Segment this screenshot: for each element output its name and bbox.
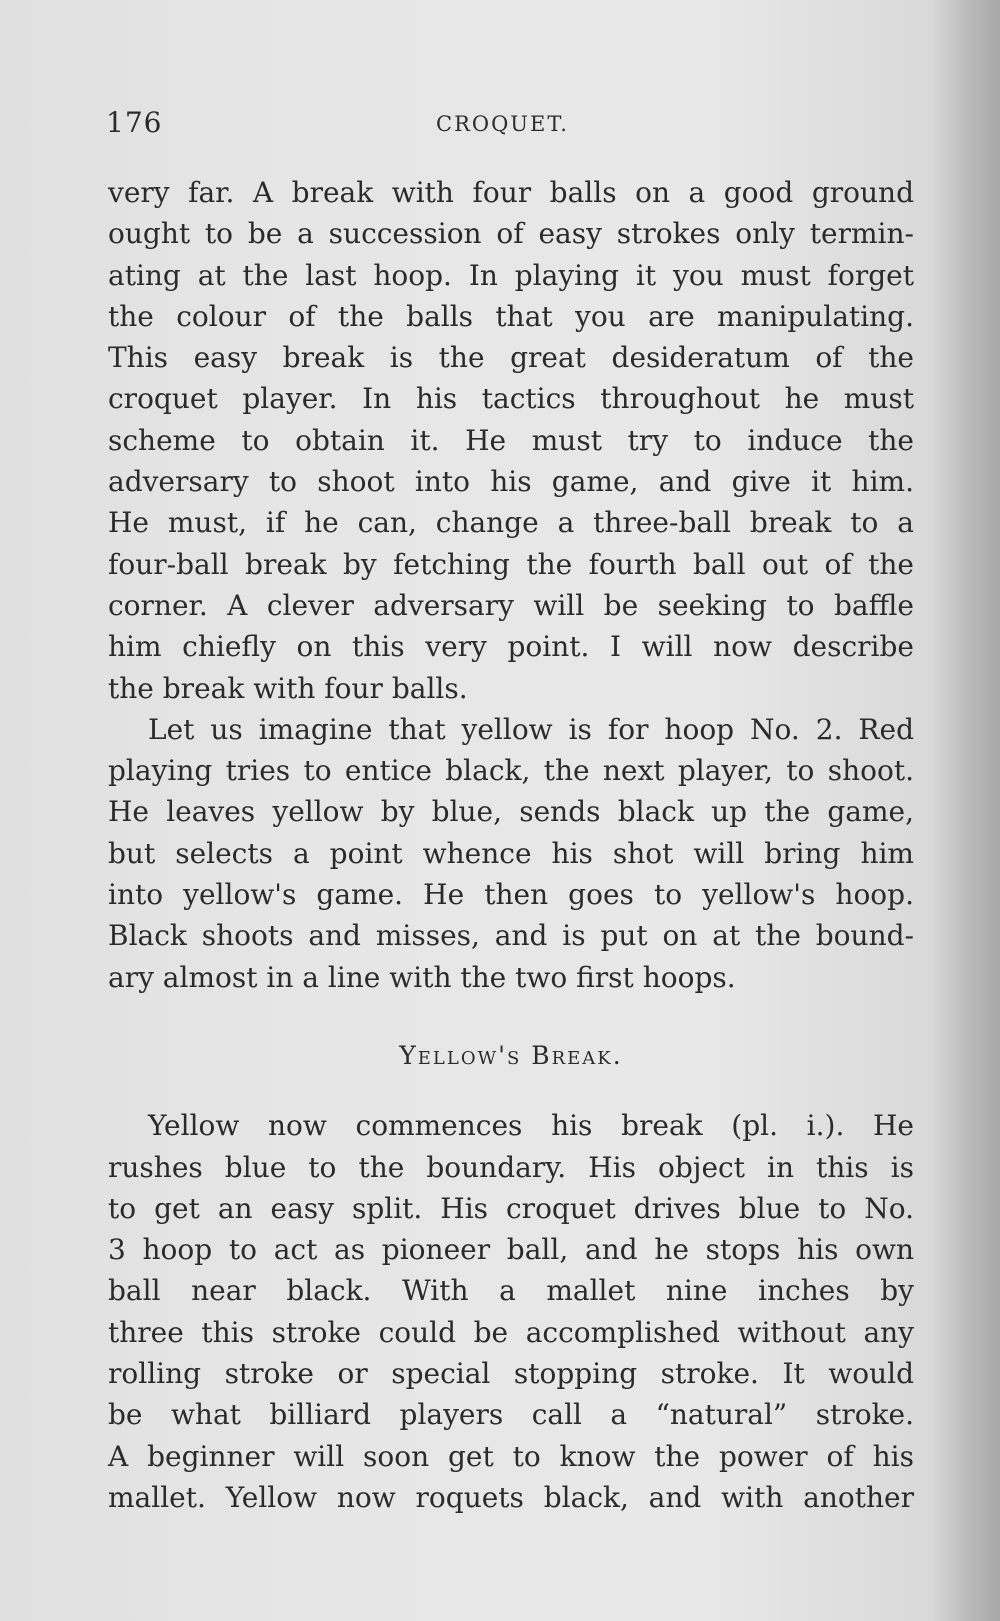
text-line: He must, if he can, change a three-ball break to a: [108, 506, 914, 540]
text-line: Let us imagine that yellow is for hoop No. 2. Red: [148, 712, 914, 746]
paragraph: [108, 172, 914, 709]
text-line: ought to be a succession of easy strokes only termin-: [108, 217, 914, 251]
text-line: Black shoots and misses, and is put on at the bound-: [108, 919, 914, 953]
running-head: CROQUET.: [436, 112, 569, 136]
text-line: croquet player. In his tactics throughout he must: [108, 382, 914, 416]
text-line: ary almost in a line with the two first hoops.: [108, 960, 736, 994]
text-line: into yellow's game. He then goes to yellow's hoop.: [108, 878, 914, 912]
text-line: Yellow now commences his break (pl. i.). He: [148, 1109, 914, 1143]
text-line: be what billiard players call a “natural” stroke.: [108, 1398, 914, 1432]
body-text: [108, 172, 914, 1518]
section-heading: Yellow's Break.: [399, 1040, 623, 1070]
text-line: mallet. Yellow now roquets black, and with another: [108, 1480, 914, 1514]
text-line: playing tries to entice black, the next player, to shoot.: [108, 754, 914, 788]
text-line: scheme to obtain it. He must try to induce the: [108, 423, 914, 457]
text-line: him chiefly on this very point. I will now describe: [108, 630, 914, 664]
text-line: ball near black. With a mallet nine inches by: [108, 1274, 914, 1308]
text-line: very far. A break with four balls on a good ground: [108, 176, 914, 209]
page-header: [106, 106, 906, 146]
text-line: to get an easy split. His croquet drives blue to No.: [108, 1191, 914, 1225]
text-line: A beginner will soon get to know the power of his: [108, 1439, 914, 1473]
text-line: He leaves yellow by blue, sends black up the game,: [108, 795, 914, 829]
text-line: three this stroke could be accomplished without any: [108, 1315, 914, 1349]
paragraph: [108, 709, 914, 998]
text-line: This easy break is the great desideratum of the: [108, 341, 914, 375]
text-line: adversary to shoot into his game, and give it him.: [108, 465, 914, 499]
text-line: but selects a point whence his shot will bring him: [108, 836, 914, 870]
text-line: 3 hoop to act as pioneer ball, and he stops his own: [108, 1233, 914, 1267]
page-number: 176: [106, 106, 163, 139]
text-line: ating at the last hoop. In playing it you must forget: [108, 258, 914, 292]
text-line: the colour of the balls that you are manipulating.: [108, 299, 914, 333]
text-line: four-ball break by fetching the fourth ball out of the: [108, 547, 914, 581]
text-line: rushes blue to the boundary. His object in this is: [108, 1150, 914, 1184]
paragraph: [108, 1105, 914, 1518]
text-line: rolling stroke or special stopping stroke. It would: [108, 1357, 914, 1391]
text-line: corner. A clever adversary will be seeking to baffle: [108, 588, 914, 622]
text-line: the break with four balls.: [108, 671, 468, 705]
